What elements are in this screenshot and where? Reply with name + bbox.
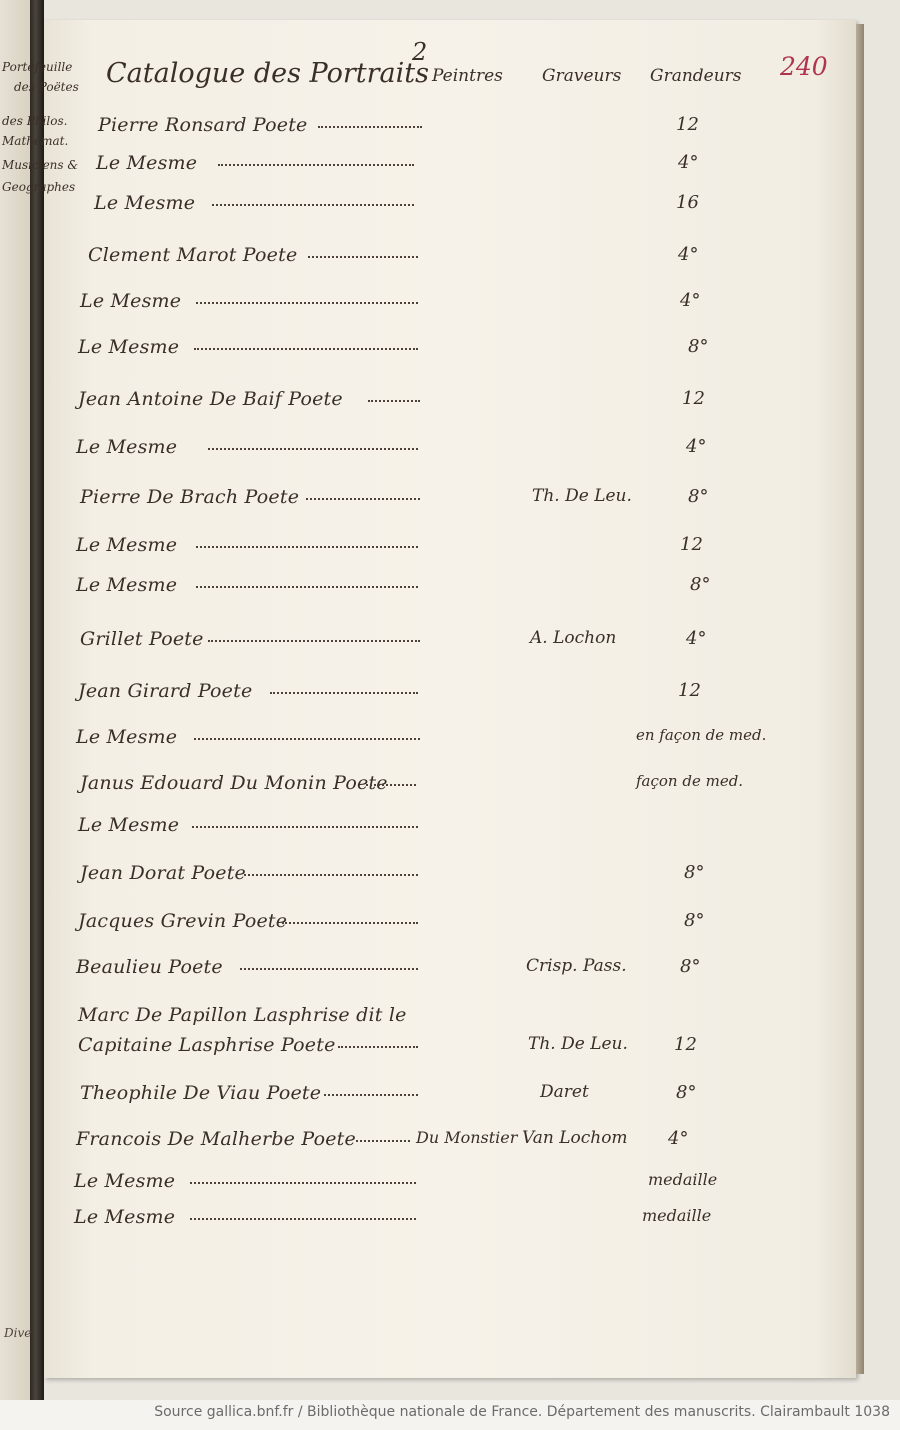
catalogue-entry bbox=[0, 486, 900, 516]
leader-dots bbox=[192, 826, 418, 828]
catalogue-entry bbox=[0, 1128, 900, 1158]
entry-name: Le Mesme bbox=[80, 290, 182, 312]
entry-size: en façon de med. bbox=[636, 726, 767, 744]
entry-size: medaille bbox=[642, 1206, 712, 1225]
catalogue-entry bbox=[0, 1206, 900, 1236]
margin-note: Portefeuille bbox=[2, 60, 73, 74]
catalogue-entry bbox=[0, 772, 900, 802]
leader-dots bbox=[366, 784, 416, 786]
entry-size: 8° bbox=[688, 336, 709, 357]
entry-size: 4° bbox=[680, 290, 701, 311]
leader-dots bbox=[194, 738, 420, 740]
entry-size: 8° bbox=[690, 574, 711, 595]
entry-size: 12 bbox=[674, 1034, 697, 1055]
entry-name: Jean Dorat Poete bbox=[80, 862, 246, 884]
entry-size: façon de med. bbox=[636, 772, 744, 790]
catalogue-title: Catalogue des Portraits bbox=[106, 58, 429, 89]
leader-dots bbox=[208, 640, 420, 642]
catalogue-entry bbox=[0, 910, 900, 940]
leader-dots bbox=[208, 448, 418, 450]
folio-number: 240 bbox=[780, 52, 828, 81]
entry-name: Le Mesme bbox=[76, 574, 178, 596]
entry-size: 8° bbox=[688, 486, 709, 507]
entry-name: Le Mesme bbox=[76, 534, 178, 556]
catalogue-entry bbox=[0, 1034, 900, 1064]
catalogue-entry bbox=[0, 862, 900, 892]
margin-note: des Philos. bbox=[2, 114, 68, 128]
entry-size: 4° bbox=[686, 436, 707, 457]
column-header-sizes: Grandeurs bbox=[650, 66, 742, 86]
entry-size: 16 bbox=[676, 192, 699, 213]
entry-engraver: Van Lochom bbox=[522, 1128, 628, 1148]
entry-name: Clement Marot Poete bbox=[88, 244, 298, 266]
catalogue-entry bbox=[0, 114, 900, 144]
entry-name: Le Mesme bbox=[94, 192, 196, 214]
catalogue-entry bbox=[0, 680, 900, 710]
leader-dots bbox=[356, 1140, 410, 1142]
entry-name: Jean Antoine De Baif Poete bbox=[78, 388, 343, 410]
entry-name: Jean Girard Poete bbox=[78, 680, 253, 702]
column-header-engravers: Graveurs bbox=[542, 66, 622, 86]
entry-name: Le Mesme bbox=[74, 1170, 176, 1192]
entry-size: 4° bbox=[668, 1128, 689, 1149]
entry-name: Theophile De Viau Poete bbox=[80, 1082, 322, 1104]
entry-size: 8° bbox=[676, 1082, 697, 1103]
entry-size: 8° bbox=[684, 862, 705, 883]
catalogue-entry bbox=[0, 628, 900, 658]
catalogue-entry bbox=[0, 726, 900, 756]
margin-note: Mathemat. bbox=[2, 134, 69, 148]
entry-size: medaille bbox=[648, 1170, 718, 1189]
entry-engraver: Crisp. Pass. bbox=[526, 956, 627, 976]
catalogue-entry bbox=[0, 388, 900, 418]
entry-painter: Du Monstier bbox=[416, 1128, 518, 1147]
entry-size: 12 bbox=[676, 114, 699, 135]
entry-name: Le Mesme bbox=[74, 1206, 176, 1228]
catalogue-entry bbox=[0, 192, 900, 222]
leader-dots bbox=[190, 1218, 416, 1220]
leader-dots bbox=[368, 400, 420, 402]
catalogue-entry bbox=[0, 244, 900, 274]
entry-name: Grillet Poete bbox=[80, 628, 204, 650]
catalogue-entry bbox=[0, 956, 900, 986]
entry-engraver: A. Lochon bbox=[530, 628, 617, 648]
leader-dots bbox=[338, 1046, 418, 1048]
leader-dots bbox=[270, 692, 418, 694]
entry-size: 12 bbox=[682, 388, 705, 409]
entry-name: Janus Edouard Du Monin Poete bbox=[80, 772, 388, 794]
entry-size: 12 bbox=[678, 680, 701, 701]
leader-dots bbox=[196, 302, 418, 304]
catalogue-entry bbox=[0, 1170, 900, 1200]
entry-size: 4° bbox=[686, 628, 707, 649]
entry-name: Le Mesme bbox=[76, 436, 178, 458]
bottom-margin-mark: Dive bbox=[4, 1326, 32, 1340]
leader-dots bbox=[212, 204, 414, 206]
column-header-painters: Peintres bbox=[432, 66, 503, 86]
leader-dots bbox=[196, 546, 418, 548]
catalogue-entry bbox=[0, 436, 900, 466]
catalogue-entry bbox=[0, 152, 900, 182]
source-attribution: Source gallica.bnf.fr / Bibliothèque nationale de France. Département des manuscrits. Clairambault 1038 bbox=[154, 1404, 890, 1420]
margin-note: Geographes bbox=[2, 180, 76, 194]
leader-dots bbox=[318, 126, 422, 128]
entry-name: Le Mesme bbox=[78, 336, 180, 358]
catalogue-entry bbox=[0, 336, 900, 366]
entry-size: 12 bbox=[680, 534, 703, 555]
entry-engraver: Th. De Leu. bbox=[528, 1034, 628, 1054]
leader-dots bbox=[190, 1182, 416, 1184]
entry-size: 4° bbox=[678, 244, 699, 265]
entry-size: 4° bbox=[678, 152, 699, 173]
entry-name: Pierre De Brach Poete bbox=[80, 486, 300, 508]
leader-dots bbox=[306, 498, 420, 500]
entry-engraver: Daret bbox=[540, 1082, 589, 1102]
leader-dots bbox=[308, 256, 418, 258]
entry-name: Le Mesme bbox=[96, 152, 198, 174]
entry-name: Capitaine Lasphrise Poete bbox=[78, 1034, 336, 1056]
leader-dots bbox=[196, 586, 418, 588]
leader-dots bbox=[240, 968, 418, 970]
catalogue-entry bbox=[0, 1082, 900, 1112]
leader-dots bbox=[324, 1094, 418, 1096]
entry-name: Marc De Papillon Lasphrise dit le bbox=[78, 1004, 407, 1026]
leader-dots bbox=[218, 164, 414, 166]
entry-name: Le Mesme bbox=[78, 814, 180, 836]
catalogue-entry bbox=[0, 1004, 900, 1034]
entry-size: 8° bbox=[680, 956, 701, 977]
leader-dots bbox=[282, 922, 418, 924]
entry-engraver: Th. De Leu. bbox=[532, 486, 632, 506]
entry-name: Jacques Grevin Poete bbox=[78, 910, 288, 932]
catalogue-entry bbox=[0, 574, 900, 604]
catalogue-entry bbox=[0, 290, 900, 320]
leader-dots bbox=[194, 348, 418, 350]
margin-note: Musiciens & bbox=[2, 158, 79, 172]
leader-dots bbox=[244, 874, 418, 876]
page-number-top: 2 bbox=[412, 38, 428, 66]
entry-name: Le Mesme bbox=[76, 726, 178, 748]
catalogue-entry bbox=[0, 814, 900, 844]
entry-size: 8° bbox=[684, 910, 705, 931]
entry-name: Francois De Malherbe Poete bbox=[76, 1128, 356, 1150]
entry-name: Pierre Ronsard Poete bbox=[98, 114, 308, 136]
entry-name: Beaulieu Poete bbox=[76, 956, 223, 978]
margin-note: des Poëtes bbox=[14, 80, 79, 94]
catalogue-entry bbox=[0, 534, 900, 564]
